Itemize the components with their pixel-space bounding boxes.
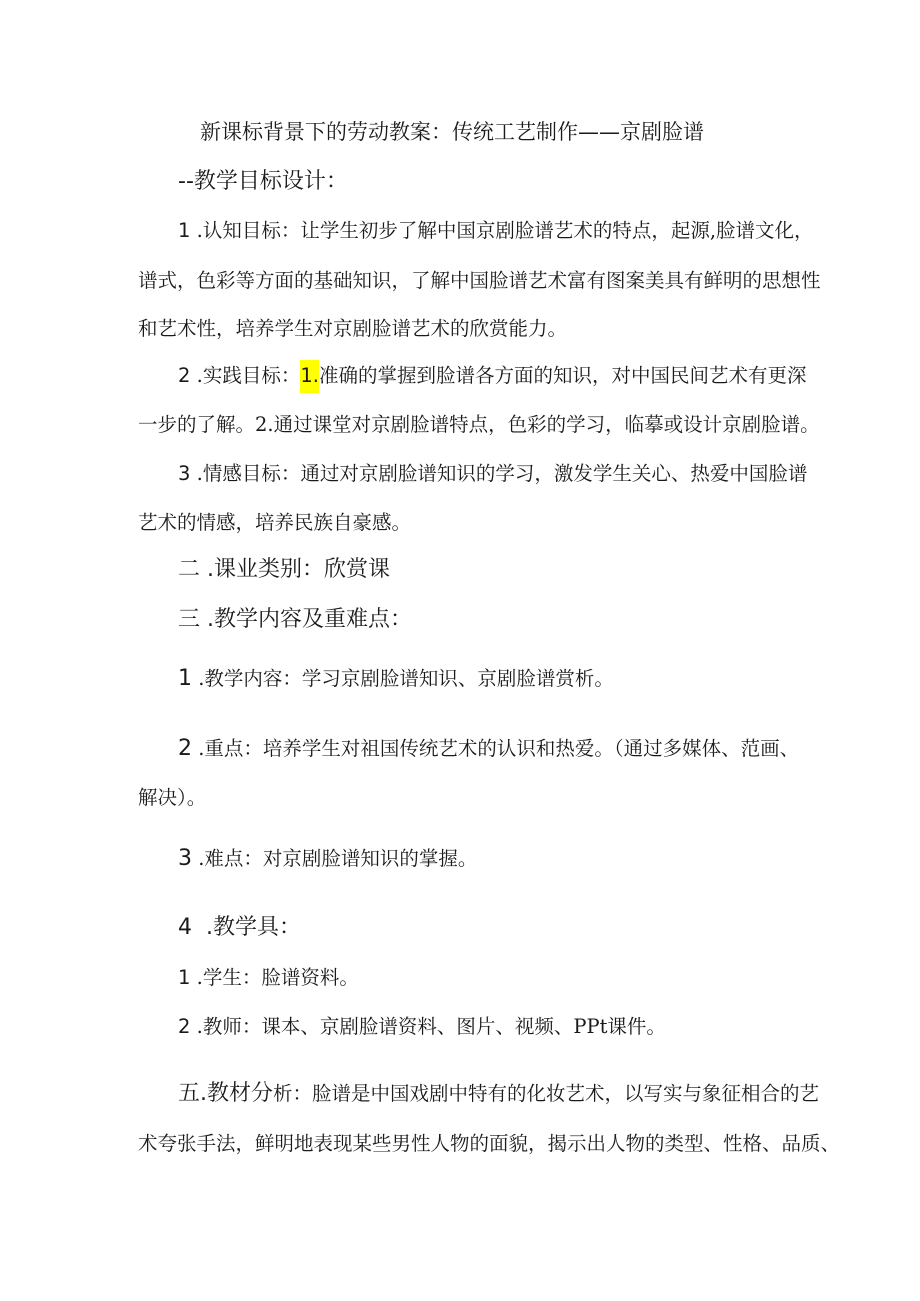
objective-3-line-1 — [178, 460, 807, 488]
objective-1-line-2: 谱式，色彩等方面的基础知识，了解中国脸谱艺术富有图案美具有鲜明的思想性 — [138, 269, 821, 292]
highlighted-item-number: 1. — [300, 360, 319, 393]
document-title: 新课标背景下的劳动教案：传统工艺制作——京剧脸谱 — [200, 120, 704, 144]
section-heading-course-type: 二 .课业类别：欣赏课 — [178, 557, 390, 582]
content-item-3-text: .难点：对京剧脸谱知识的掌握。 — [198, 847, 478, 870]
aid-item-students — [178, 964, 359, 992]
objective-3-line-2: 艺术的情感，培养民族自豪感。 — [138, 511, 412, 534]
objective-2-line-1 — [178, 362, 806, 390]
teaching-aids-number: 4 — [178, 915, 192, 940]
content-item-2-line-1 — [178, 735, 799, 763]
aid-item-2-text: .教师：课本、京剧脸谱资料、图片、视频、PPt课件。 — [196, 1015, 666, 1038]
content-item-3-number: 3 — [178, 846, 192, 871]
section-heading-teaching-aids — [178, 914, 301, 942]
content-item-2-text: .重点：培养学生对祖国传统艺术的认识和热爱。（通过多媒体、范画、 — [198, 737, 800, 760]
content-item-1-number: 1 — [178, 666, 192, 691]
content-item-1-text: .教学内容：学习京剧脸谱知识、京剧脸谱赏析。 — [198, 667, 614, 690]
objective-1-number: 1 — [178, 219, 191, 242]
content-item-2-line-2: 解决）。 — [138, 786, 207, 809]
content-item-2-number: 2 — [178, 736, 192, 761]
content-item-3 — [178, 845, 477, 873]
aid-item-2-number: 2 — [178, 1015, 191, 1038]
aid-item-1-number: 1 — [178, 966, 191, 989]
objective-2-text: 准确的掌握到脸谱各方面的知识，对中国民间艺术有更深 — [318, 364, 807, 387]
content-item-1 — [178, 665, 614, 693]
objective-1-line-3: 和艺术性，培养学生对京剧脸谱艺术的欣赏能力。 — [138, 317, 568, 340]
objective-2-prefix: .实践目标： — [196, 364, 301, 387]
objective-2-line-2: 一步的了解。2.通过课堂对京剧脸谱特点，色彩的学习，临摹或设计京剧脸谱。 — [138, 413, 820, 436]
objective-3-number: 3 — [178, 462, 191, 485]
objective-2-number: 2 — [178, 364, 191, 387]
objective-1-line-1 — [178, 217, 814, 245]
material-analysis-line-2: 术夸张手法，鲜明地表现某些男性人物的面貌，揭示出人物的类型、性格、品质、 — [138, 1132, 841, 1155]
material-analysis-heading: 五.教材分 — [178, 1081, 273, 1106]
aid-item-1-text: .学生：脸谱资料。 — [196, 966, 359, 989]
objective-3-text: .情感目标：通过对京剧脸谱知识的学习，激发学生关心、热爱中国脸谱 — [196, 462, 808, 485]
teaching-aids-label: .教学具： — [192, 915, 301, 940]
section-heading-objectives: --教学目标设计： — [178, 169, 348, 194]
material-analysis-text: 析：脸谱是中国戏剧中特有的化妆艺术，以写实与象征相合的艺 — [273, 1082, 820, 1105]
aid-item-teacher — [178, 1013, 666, 1041]
objective-1-text: .认知目标：让学生初步了解中国京剧脸谱艺术的特点，起源,脸谱文化， — [196, 219, 814, 242]
section-heading-content: 三 .教学内容及重难点： — [178, 607, 412, 632]
material-analysis-line-1 — [178, 1080, 819, 1108]
